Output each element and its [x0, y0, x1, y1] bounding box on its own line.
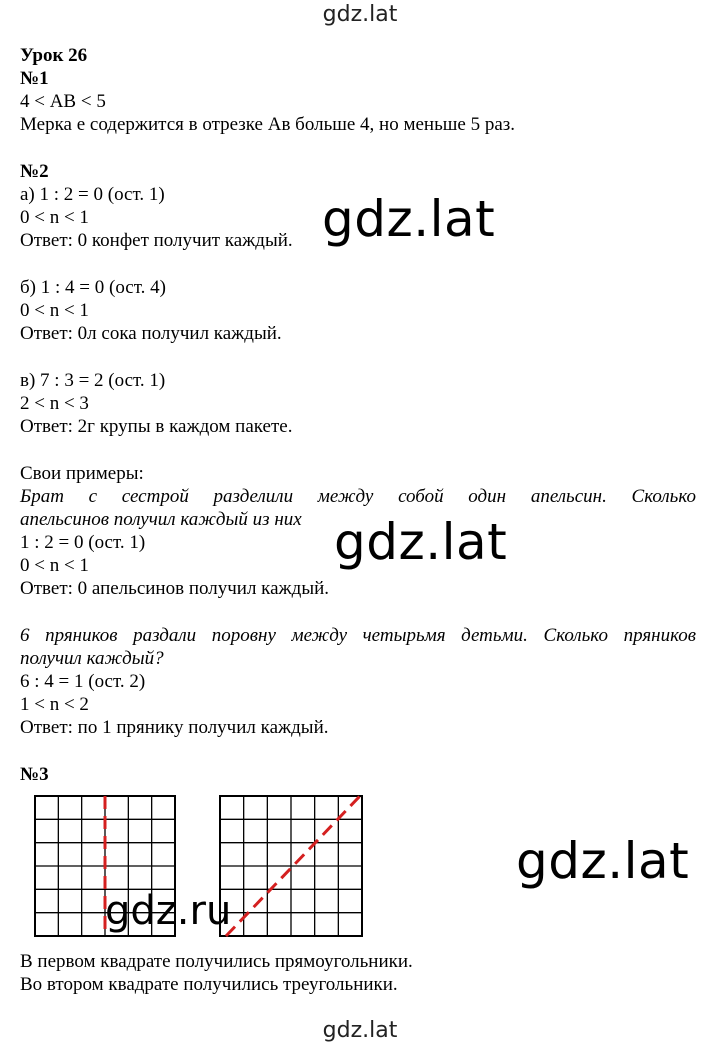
- task2-b-line: 0 < n < 1: [20, 300, 89, 321]
- task2-v-line: в) 7 : 3 = 2 (ост. 1): [20, 370, 166, 391]
- task2-v-line: 2 < n < 3: [20, 393, 89, 414]
- task1-line: 4 < АВ < 5: [20, 91, 106, 112]
- example2-problem: 6 пряников раздали поровну между четырьмя детьми. Сколько пряников: [20, 625, 696, 646]
- example1-problem: апельсинов получил каждый из них: [20, 509, 302, 530]
- task2-number: №2: [20, 161, 49, 182]
- task2-a-line: 0 < n < 1: [20, 207, 89, 228]
- lesson-title: Урок 26: [20, 45, 88, 66]
- example2-answer: Ответ: по 1 прянику получил каждый.: [20, 717, 329, 738]
- own-examples-label: Свои примеры:: [20, 463, 144, 484]
- example2-line: 6 : 4 = 1 (ост. 2): [20, 671, 146, 692]
- example1-problem: Брат с сестрой разделили между собой один апельсин. Сколько: [20, 486, 696, 507]
- task2-a-line: а) 1 : 2 = 0 (ост. 1): [20, 184, 165, 205]
- task1-number: №1: [20, 68, 49, 89]
- task3-conclusion: Во втором квадрате получились треугольники.: [20, 974, 398, 995]
- watermark-ru: gdz.ru: [105, 888, 232, 934]
- example1-line: 1 : 2 = 0 (ост. 1): [20, 532, 146, 553]
- example1-line: 0 < n < 1: [20, 555, 89, 576]
- watermark-top: gdz.lat: [322, 2, 398, 27]
- example2-problem: получил каждый?: [20, 648, 164, 669]
- watermark-large-2: gdz.lat: [334, 513, 508, 571]
- task3-number: №3: [20, 764, 49, 785]
- example2-line: 1 < n < 2: [20, 694, 89, 715]
- task1-line: Мерка е содержится в отрезке Ав больше 4, но меньше 5 раз.: [20, 114, 516, 135]
- watermark-large-3: gdz.lat: [516, 832, 690, 890]
- watermark-large-1: gdz.lat: [322, 190, 496, 248]
- watermark-bottom: gdz.lat: [322, 1018, 398, 1043]
- example1-answer: Ответ: 0 апельсинов получил каждый.: [20, 578, 330, 599]
- task2-a-answer: Ответ: 0 конфет получит каждый.: [20, 230, 293, 251]
- task2-v-answer: Ответ: 2г крупы в каждом пакете.: [20, 416, 293, 437]
- task2-b-line: б) 1 : 4 = 0 (ост. 4): [20, 277, 166, 298]
- task3-conclusion: В первом квадрате получились прямоугольники.: [20, 951, 413, 972]
- task2-b-answer: Ответ: 0л сока получил каждый.: [20, 323, 282, 344]
